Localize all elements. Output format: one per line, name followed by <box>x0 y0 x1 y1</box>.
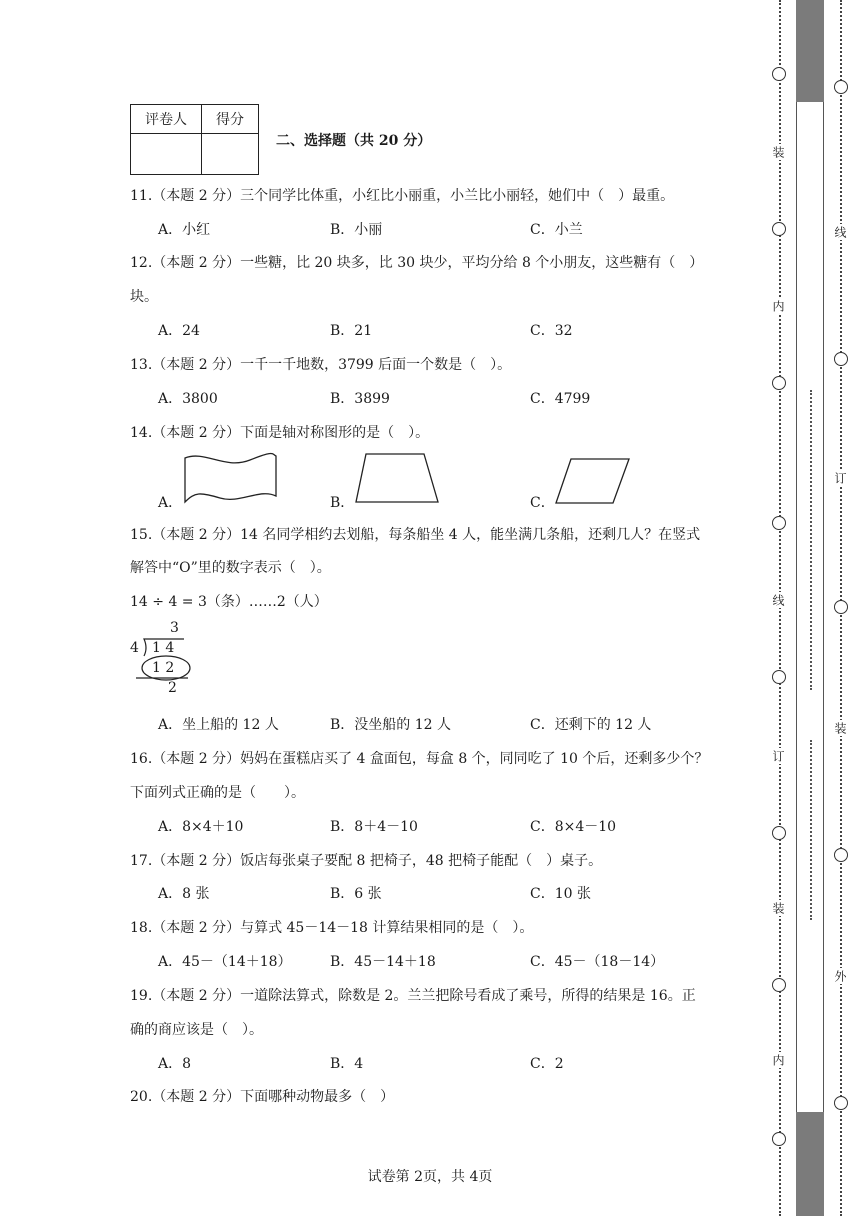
outer-circle <box>834 352 848 366</box>
q12-option-b[interactable]: B．21 <box>330 323 373 339</box>
binding-circle <box>772 826 786 840</box>
q19-option-b[interactable]: B．4 <box>330 1056 364 1072</box>
division-product: 1 2 <box>152 660 175 676</box>
question-19-cont: 确的商应该是（ ）。 <box>130 1022 263 1038</box>
long-division <box>130 620 200 698</box>
question-15-cont: 解答中“O”里的数字表示（ ）。 <box>130 560 331 576</box>
score-cell[interactable] <box>202 134 259 175</box>
q16-option-b[interactable]: B．8＋4－10 <box>330 819 418 835</box>
trapezoid-shape <box>352 452 442 504</box>
q17-option-b[interactable]: B．6 张 <box>330 886 382 902</box>
q11-option-b[interactable]: B．小丽 <box>330 222 383 238</box>
question-20: 20.（本题 2 分）下面哪种动物最多（ ） <box>130 1089 395 1105</box>
outer-circle <box>834 80 848 94</box>
question-11: 11.（本题 2 分）三个同学比体重，小红比小丽重，小兰比小丽轻，她们中（ ）最重。 <box>130 188 675 204</box>
grader-cell[interactable] <box>131 134 202 175</box>
binding-mid-dots <box>810 740 812 920</box>
q11-option-c[interactable]: C．小兰 <box>530 222 583 238</box>
binding-label-ding: 订 <box>771 750 785 762</box>
q18-option-a[interactable]: A．45－（14＋18） <box>158 954 292 970</box>
q18-option-b[interactable]: B．45－14＋18 <box>330 954 436 970</box>
q15-option-c[interactable]: C．还剩下的 12 人 <box>530 717 652 733</box>
section-title: 二、选择题（共 20 分） <box>276 133 432 149</box>
q13-option-b[interactable]: B．3899 <box>330 391 390 407</box>
question-18: 18.（本题 2 分）与算式 45－14－18 计算结果相同的是（ ）。 <box>130 920 534 936</box>
q17-option-c[interactable]: C．10 张 <box>530 886 591 902</box>
q19-option-a[interactable]: A．8 <box>158 1056 192 1072</box>
q15-option-a[interactable]: A．坐上船的 12 人 <box>158 717 279 733</box>
q15-option-b[interactable]: B．没坐船的 12 人 <box>330 717 452 733</box>
q13-option-c[interactable]: C．4799 <box>530 391 591 407</box>
division-dividend: 1 4 <box>152 640 175 656</box>
outer-label-wai: 外 <box>833 970 847 982</box>
binding-dotted-line <box>779 0 781 1216</box>
binding-gray-bar-bottom <box>796 1112 824 1216</box>
q11-option-a[interactable]: A．小红 <box>158 222 211 238</box>
q18-option-c[interactable]: C．45－（18－14） <box>530 954 665 970</box>
question-16-cont: 下面列式正确的是（ ）。 <box>130 785 305 801</box>
question-17: 17.（本题 2 分）饭店每张桌子要配 8 把椅子，48 把椅子能配（ ）桌子。 <box>130 853 603 869</box>
outer-circle <box>834 848 848 862</box>
q19-option-c[interactable]: C．2 <box>530 1056 564 1072</box>
question-12: 12.（本题 2 分）一些糖，比 20 块多，比 30 块少，平均分给 8 个小朋友，这些糖有（ ） <box>130 255 704 271</box>
binding-circle <box>772 516 786 530</box>
question-14: 14.（本题 2 分）下面是轴对称图形的是（ ）。 <box>130 425 430 441</box>
q12-option-a[interactable]: A．24 <box>158 323 200 339</box>
parallelogram-shape <box>553 456 633 506</box>
binding-label-zhuang-2: 装 <box>771 902 785 914</box>
division-bracket <box>130 620 200 698</box>
binding-mid-dots <box>810 390 812 690</box>
question-15: 15.（本题 2 分）14 名同学相约去划船，每条船坐 4 人，能坐满几条船，还剩几人？在竖式 <box>130 527 701 543</box>
binding-label-nei: 内 <box>771 300 785 312</box>
outer-label-ding: 订 <box>833 472 847 484</box>
page-footer: 试卷第 2页，共 4页 <box>367 1169 493 1185</box>
score-table <box>130 104 259 175</box>
division-divisor: 4 <box>130 640 139 656</box>
binding-label-zhuang: 装 <box>771 146 785 158</box>
question-19: 19.（本题 2 分）一道除法算式，除数是 2。兰兰把除号看成了乘号，所得的结果是 16。正 <box>130 988 696 1004</box>
q16-option-c[interactable]: C．8×4－10 <box>530 819 617 835</box>
question-12-cont: 块。 <box>130 289 158 305</box>
binding-circle <box>772 1132 786 1146</box>
binding-circle <box>772 67 786 81</box>
q14-option-b[interactable]: B． <box>330 495 355 511</box>
outer-circle <box>834 600 848 614</box>
binding-circle <box>772 376 786 390</box>
outer-circle <box>834 1096 848 1110</box>
binding-label-nei-2: 内 <box>771 1054 785 1066</box>
binding-circle <box>772 978 786 992</box>
binding-circle <box>772 670 786 684</box>
wavy-banner-shape <box>180 452 280 504</box>
division-quotient: 3 <box>170 620 179 636</box>
question-16: 16.（本题 2 分）妈妈在蛋糕店买了 4 盒面包，每盒 8 个，同同吃了 10 个后，还剩多少个？ <box>130 751 709 767</box>
q13-option-a[interactable]: A．3800 <box>158 391 218 407</box>
question-15-equation: 14 ÷ 4 = 3（条）……2（人） <box>130 594 328 610</box>
q16-option-a[interactable]: A．8×4＋10 <box>158 819 244 835</box>
binding-circle <box>772 222 786 236</box>
q17-option-a[interactable]: A．8 张 <box>158 886 210 902</box>
division-remainder: 2 <box>168 680 177 696</box>
outer-label-xian: 线 <box>833 226 847 238</box>
q12-option-c[interactable]: C．32 <box>530 323 573 339</box>
grader-header: 评卷人 <box>131 105 202 134</box>
score-header: 得分 <box>202 105 259 134</box>
binding-label-xian: 线 <box>771 594 785 606</box>
outer-label-zhuang: 装 <box>833 722 847 734</box>
q14-option-a[interactable]: A． <box>158 495 183 511</box>
binding-gray-bar-top <box>796 0 824 102</box>
q14-option-c[interactable]: C． <box>530 495 555 511</box>
question-13: 13.（本题 2 分）一千一千地数，3799 后面一个数是（ ）。 <box>130 357 512 373</box>
